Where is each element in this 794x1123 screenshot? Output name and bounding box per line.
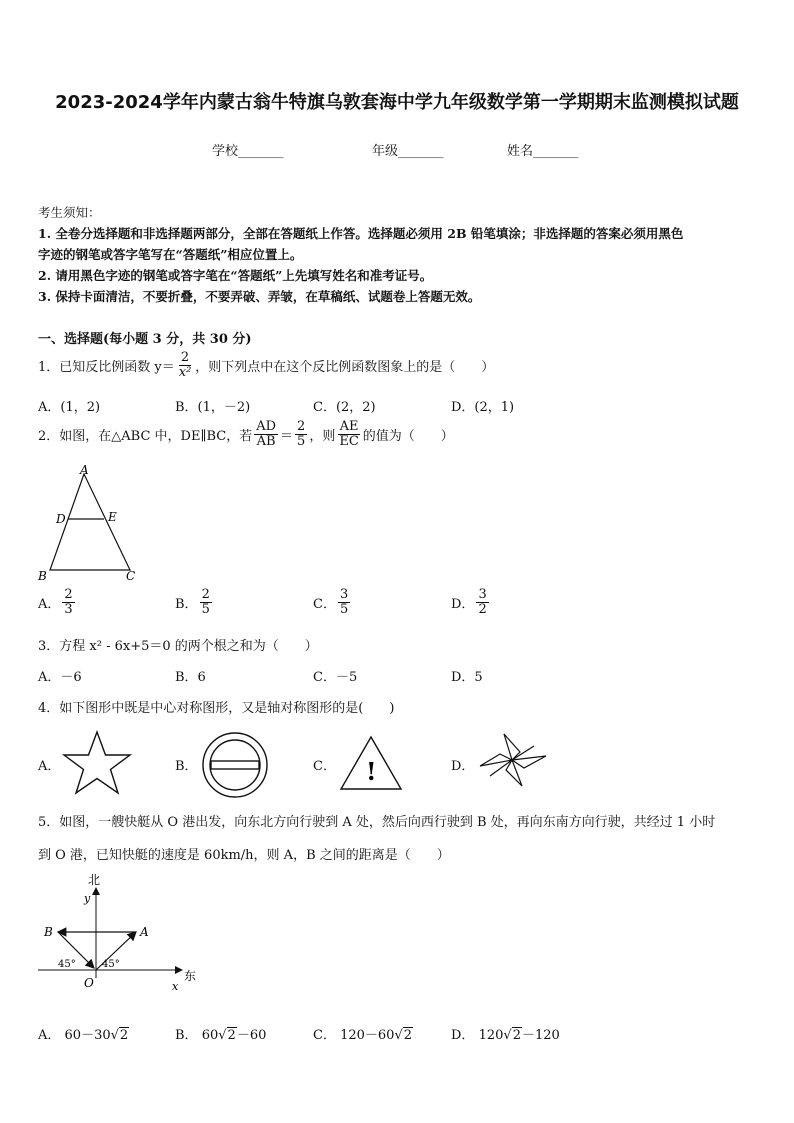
q2-f1-den: AB — [256, 433, 276, 449]
q2-d-den: 2 — [478, 601, 487, 617]
school-field: 学校_______ — [212, 144, 284, 159]
q2-d-frac — [476, 588, 488, 616]
east-label: 东 — [184, 969, 197, 983]
circle-bar-icon[interactable] — [200, 730, 270, 800]
label-d: D — [56, 512, 66, 526]
q2-stem-post: 的值为（ ） — [362, 428, 454, 444]
q2-a-num: 2 — [64, 587, 73, 602]
q5-a-prefix: A． — [38, 1028, 61, 1043]
question-5-line-2: 到 O 港，已知快艇的速度是 60km/h，则 A，B 之间的距离是（ ） — [38, 848, 450, 863]
q3-option-b[interactable]: B．6 — [175, 670, 206, 685]
label-c: C — [126, 569, 136, 583]
q1-den: x² — [178, 364, 192, 380]
q2-fraction-ad-ab — [254, 420, 278, 448]
pinwheel-icon[interactable] — [476, 730, 550, 790]
q5-c-radicand: 2 — [403, 1028, 413, 1043]
question-3: 3．方程 x² - 6x+5＝0 的两个根之和为（ ） — [38, 639, 318, 654]
question-2 — [38, 420, 454, 448]
notice-line-1a: 1. 全卷分选择题和非选择题两部分，全部在答题纸上作答。选择题必须用 2B 铅笔填涂；非选择题的答案必须用黑色 — [38, 226, 684, 241]
q3-option-d[interactable]: D．5 — [451, 670, 483, 685]
q2-stem-pre: 2．如图，在△ABC 中，DE∥BC，若 — [38, 428, 253, 444]
q2-c-frac — [338, 588, 350, 616]
q2-c-den: 5 — [339, 601, 349, 617]
star-icon[interactable] — [60, 728, 134, 798]
q2-stem-mid: ，则 — [309, 428, 336, 444]
q5-b-prefix: B． — [175, 1028, 198, 1043]
q5-d-expr-tail: －120 — [521, 1028, 560, 1043]
label-b: B — [38, 569, 47, 583]
q2-option-d[interactable] — [451, 588, 491, 616]
q5-option-a[interactable] — [38, 1024, 129, 1043]
question-1 — [38, 351, 494, 379]
q4-option-c-label[interactable]: C． — [313, 759, 336, 774]
q2-c-num: 3 — [339, 587, 349, 602]
sqrt-symbol: √2 — [503, 1028, 521, 1043]
x-label: x — [172, 980, 179, 993]
q2-a-prefix: A． — [38, 596, 61, 612]
q2-option-a[interactable] — [38, 588, 77, 616]
exclamation-mark: ! — [366, 757, 377, 786]
q2-fraction-ae-ec — [337, 420, 360, 448]
q2-c-prefix: C． — [313, 596, 336, 612]
q4-option-a-label[interactable]: A． — [38, 759, 61, 774]
q3-option-a[interactable]: A．－6 — [38, 670, 82, 685]
north-label: 北 — [88, 873, 101, 887]
angle-right-label: 45° — [102, 959, 120, 970]
sqrt-symbol: √2 — [110, 1028, 129, 1043]
q3-option-c[interactable]: C．－5 — [313, 670, 358, 685]
q5-c-prefix: C． — [313, 1028, 336, 1043]
y-label: y — [84, 892, 91, 905]
question-5-line-1: 5．如图，一艘快艇从 O 港出发，向东北方向行驶到 A 处，然后向西行驶到 B 处，再向东南方向行驶，共经过 1 小时 — [38, 815, 716, 830]
q2-d-prefix: D． — [451, 596, 475, 612]
q1-stem-post: ，则下列点中在这个反比例函数图象上的是（ ） — [195, 359, 495, 375]
grade-field: 年级_______ — [372, 144, 444, 159]
q5-option-d[interactable] — [451, 1024, 560, 1043]
q5-option-c[interactable] — [313, 1024, 413, 1043]
q2-triangle-figure — [30, 462, 150, 584]
label-e: E — [108, 510, 117, 524]
q2-equals: ＝ — [280, 428, 294, 444]
q2-option-c[interactable] — [313, 588, 352, 616]
origin-label: O — [84, 976, 94, 990]
notice-heading: 考生须知： — [38, 205, 101, 220]
notice-line-1b: 字迹的钢笔或答字笔写在“答题纸”相应位置上。 — [38, 247, 303, 262]
name-field: 姓名_______ — [507, 144, 579, 159]
q5-a-radicand: 2 — [119, 1028, 129, 1043]
q5-direction-figure — [30, 870, 210, 995]
q1-fraction — [177, 351, 194, 379]
label-a: A — [80, 463, 89, 477]
q1-option-d[interactable]: D．(2，1) — [451, 400, 515, 415]
q1-stem-pre: 1．已知反比例函数 y＝ — [38, 359, 175, 375]
q5-b-expr: 60 — [201, 1028, 219, 1043]
q5-d-expr: 120 — [478, 1028, 504, 1043]
q5-d-radicand: 2 — [512, 1028, 521, 1043]
section-heading: 一、选择题(每小题 3 分，共 30 分) — [38, 332, 252, 347]
q2-f3-den: EC — [339, 433, 359, 449]
q2-a-den: 3 — [64, 601, 73, 617]
q2-a-frac — [62, 588, 74, 616]
q1-option-a[interactable]: A．(1，2) — [38, 400, 101, 415]
q1-num: 2 — [180, 350, 190, 365]
exam-title: 2023-2024学年内蒙古翁牛特旗乌敦套海中学九年级数学第一学期期末监测模拟试题 — [55, 92, 739, 113]
point-b-label: B — [44, 925, 53, 939]
q2-b-den: 5 — [201, 601, 210, 617]
q5-option-b[interactable] — [175, 1024, 266, 1043]
question-4: 4．如下图形中既是中心对称图形，又是轴对称图形的是( ) — [38, 701, 395, 716]
q2-fraction-2-5 — [295, 420, 307, 448]
q2-f3-num: AE — [339, 419, 359, 434]
notice-line-2: 2. 请用黑色字迹的钢笔或答字笔在“答题纸”上先填写姓名和准考证号。 — [38, 268, 433, 283]
q2-d-num: 3 — [478, 587, 487, 602]
q2-b-frac — [200, 588, 212, 616]
q1-option-c[interactable]: C．(2，2) — [313, 400, 376, 415]
sqrt-symbol: √2 — [394, 1028, 413, 1043]
q4-option-b-label[interactable]: B． — [175, 759, 198, 774]
point-a-label: A — [140, 925, 149, 939]
warning-triangle-icon[interactable] — [338, 734, 404, 792]
q2-b-num: 2 — [201, 587, 210, 602]
angle-left-label: 45° — [58, 959, 76, 970]
q5-a-expr: 60－30 — [64, 1028, 111, 1043]
sqrt-symbol: √2 — [218, 1028, 236, 1043]
q1-option-b[interactable]: B．(1，－2) — [175, 400, 251, 415]
q5-b-radicand: 2 — [227, 1028, 236, 1043]
q5-b-expr-tail: －60 — [236, 1028, 267, 1043]
q2-f2-num: 2 — [297, 419, 306, 434]
q5-c-expr: 120－60 — [340, 1028, 395, 1043]
q2-f1-num: AD — [256, 419, 277, 434]
q5-d-prefix: D． — [451, 1028, 475, 1043]
q2-option-b[interactable] — [175, 588, 214, 616]
q4-option-d-label[interactable]: D． — [451, 759, 475, 774]
q2-b-prefix: B． — [175, 596, 198, 612]
q2-f2-den: 5 — [297, 433, 306, 449]
notice-line-3: 3. 保持卡面清洁，不要折叠，不要弄破、弄皱，在草稿纸、试题卷上答题无效。 — [38, 289, 481, 304]
